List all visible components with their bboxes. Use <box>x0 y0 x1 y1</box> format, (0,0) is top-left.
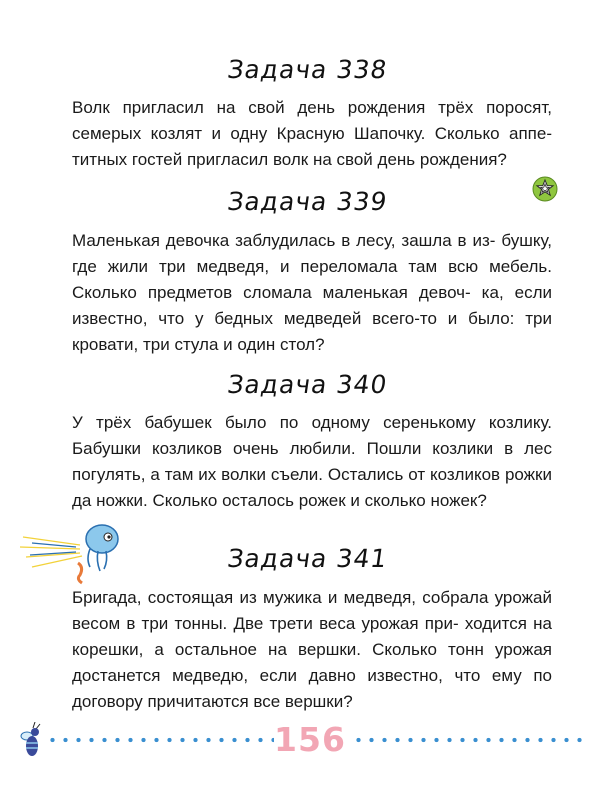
page-number: 156 <box>274 720 346 759</box>
problem-340-title: Задача 340 <box>225 370 390 399</box>
text-line: было: три кровати, три стула и один стол? <box>72 309 552 354</box>
problem-339-text <box>72 228 552 358</box>
text-line: рожки да ножки. Сколько осталось рожек и сколько <box>72 465 552 510</box>
problem-338-title: Задача 338 <box>225 55 390 84</box>
problem-338-text <box>72 95 552 173</box>
text-line: мебель. Сколько предметов сломала маленькая девоч- <box>72 257 552 302</box>
problem-341-title: Задача 341 <box>225 544 390 573</box>
problem-341-text <box>72 585 552 715</box>
problem-339-title: Задача 339 <box>225 187 390 216</box>
text-line: Бабушки козликов очень любили. Пошли козлики в лес <box>72 439 552 458</box>
text-line: Маленькая девочка заблудилась в лесу, зашла в из- <box>72 231 496 250</box>
text-line: Волк пригласил на свой день рождения трёх поросят, <box>72 98 552 117</box>
text-line: погулять, а там их волки съели. Остались от козликов <box>72 465 501 484</box>
text-line: ходится на корешки, а остальное на вершки. Сколько <box>72 614 552 659</box>
text-line: ка, если известно, что у бедных медведей всего-то и <box>72 283 553 328</box>
text-line: титных гостей пригласил волк на свой день рождения? <box>72 150 507 169</box>
dotted-line-left <box>46 737 274 743</box>
dotted-line-right <box>352 737 582 743</box>
text-line: бушку, где жили три медведя, и переломала там всю <box>72 231 552 276</box>
text-line: что ему по договору причитаются все вершки? <box>72 666 552 711</box>
text-line: тонн урожая достанется медведю, если давно известно, <box>72 640 552 685</box>
bee-icon <box>18 722 44 758</box>
text-line: семерых козлят и одну Красную Шапочку. Сколько аппе- <box>72 124 552 143</box>
problem-340-text <box>72 410 552 514</box>
text-line: ножек? <box>430 491 487 510</box>
text-line: урожай весом в три тонны. Две трети веса урожая при- <box>72 588 552 633</box>
text-line: Бригада, состоящая из мужика и медведя, собрала <box>72 588 489 607</box>
text-line: У трёх бабушек было по одному серенькому козлику. <box>72 413 552 432</box>
page-footer <box>0 720 615 760</box>
